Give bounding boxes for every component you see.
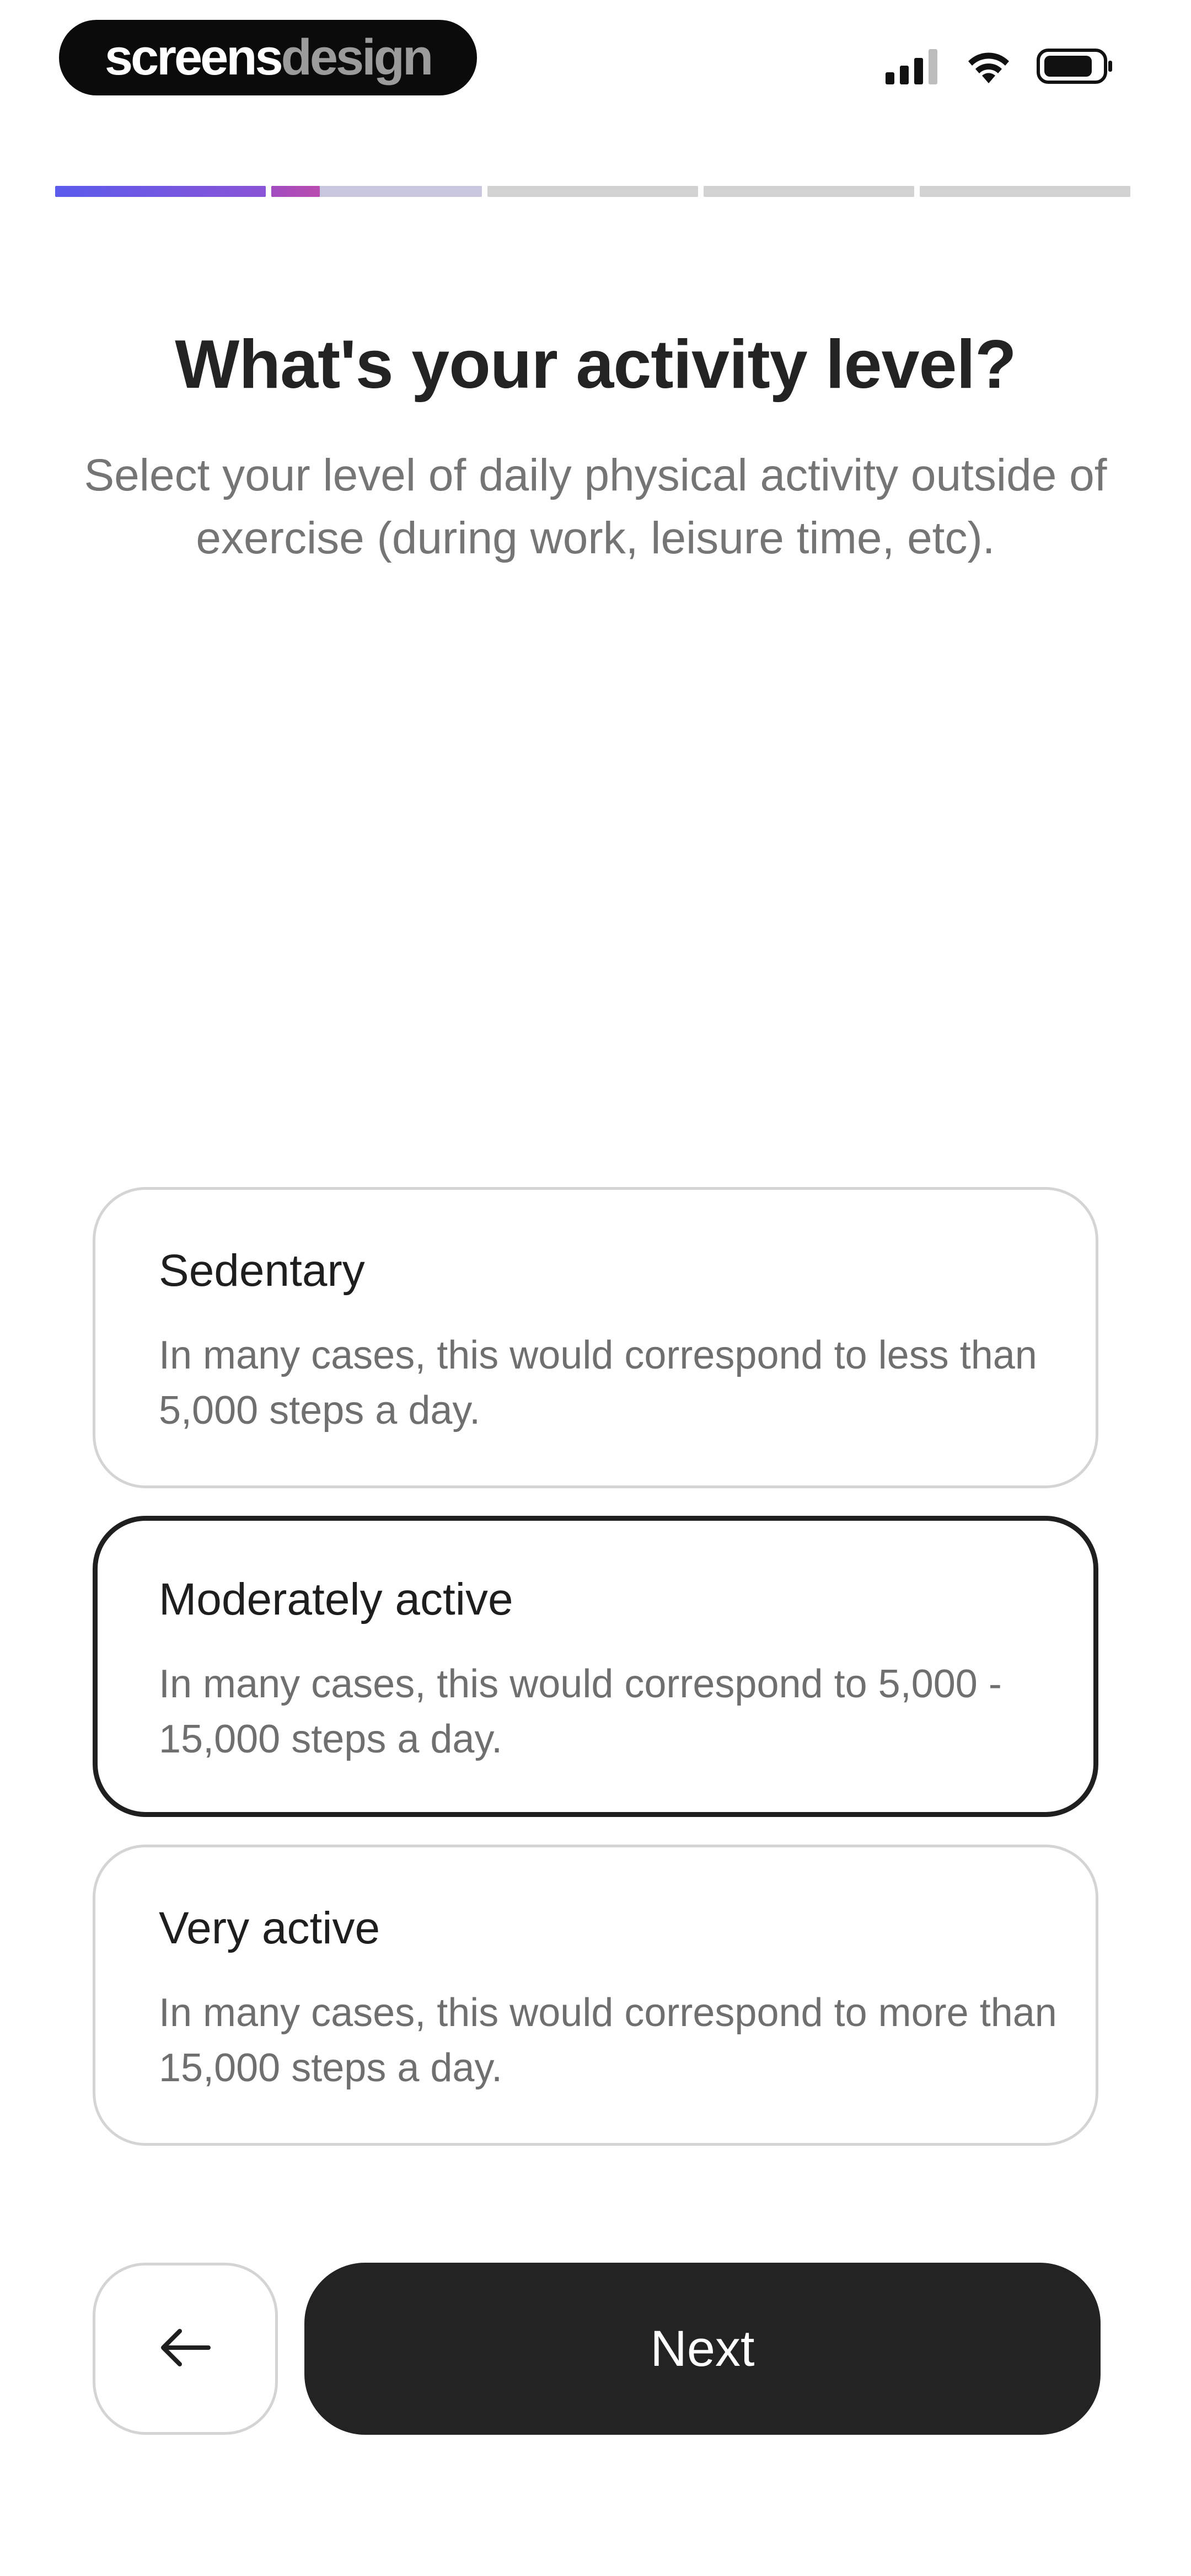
brand-logo bbox=[59, 20, 477, 95]
option-title: Moderately active bbox=[159, 1574, 513, 1624]
battery-icon bbox=[1037, 47, 1114, 88]
onboarding-progress bbox=[55, 186, 1130, 197]
option-very-active[interactable] bbox=[93, 1845, 1098, 2146]
page-subtitle: Select your level of daily physical activity outside of exercise (during work, leisure time, etc). bbox=[84, 450, 1107, 563]
next-button[interactable] bbox=[304, 2263, 1101, 2435]
progress-segment-3 bbox=[487, 186, 698, 197]
progress-segment-1 bbox=[55, 186, 266, 197]
progress-segment-4 bbox=[704, 186, 914, 197]
page-title: What's your activity level? bbox=[175, 327, 1016, 403]
brand-logo-part2: design bbox=[281, 29, 432, 85]
option-title: Very active bbox=[159, 1903, 380, 1953]
option-moderately-active[interactable] bbox=[93, 1516, 1098, 1817]
arrow-left-icon bbox=[158, 2326, 213, 2372]
wifi-icon bbox=[965, 47, 1012, 88]
option-description: In many cases, this would correspond to less than 5,000 steps a day. bbox=[159, 1333, 1037, 1433]
signal-icon bbox=[886, 47, 941, 88]
status-bar-icons bbox=[886, 46, 1114, 88]
option-description: In many cases, this would correspond to more than 15,000 steps a day. bbox=[159, 1991, 1057, 2090]
back-button[interactable] bbox=[93, 2263, 278, 2435]
progress-segment-2 bbox=[271, 186, 482, 197]
option-title: Sedentary bbox=[159, 1246, 365, 1296]
option-sedentary[interactable] bbox=[93, 1187, 1098, 1488]
option-description: In many cases, this would correspond to 5,000 - 15,000 steps a day. bbox=[159, 1662, 1002, 1761]
next-button-label: Next bbox=[650, 2320, 755, 2377]
progress-segment-2-fill bbox=[271, 186, 320, 197]
brand-logo-part1: screens bbox=[104, 29, 281, 85]
progress-segment-5 bbox=[920, 186, 1130, 197]
